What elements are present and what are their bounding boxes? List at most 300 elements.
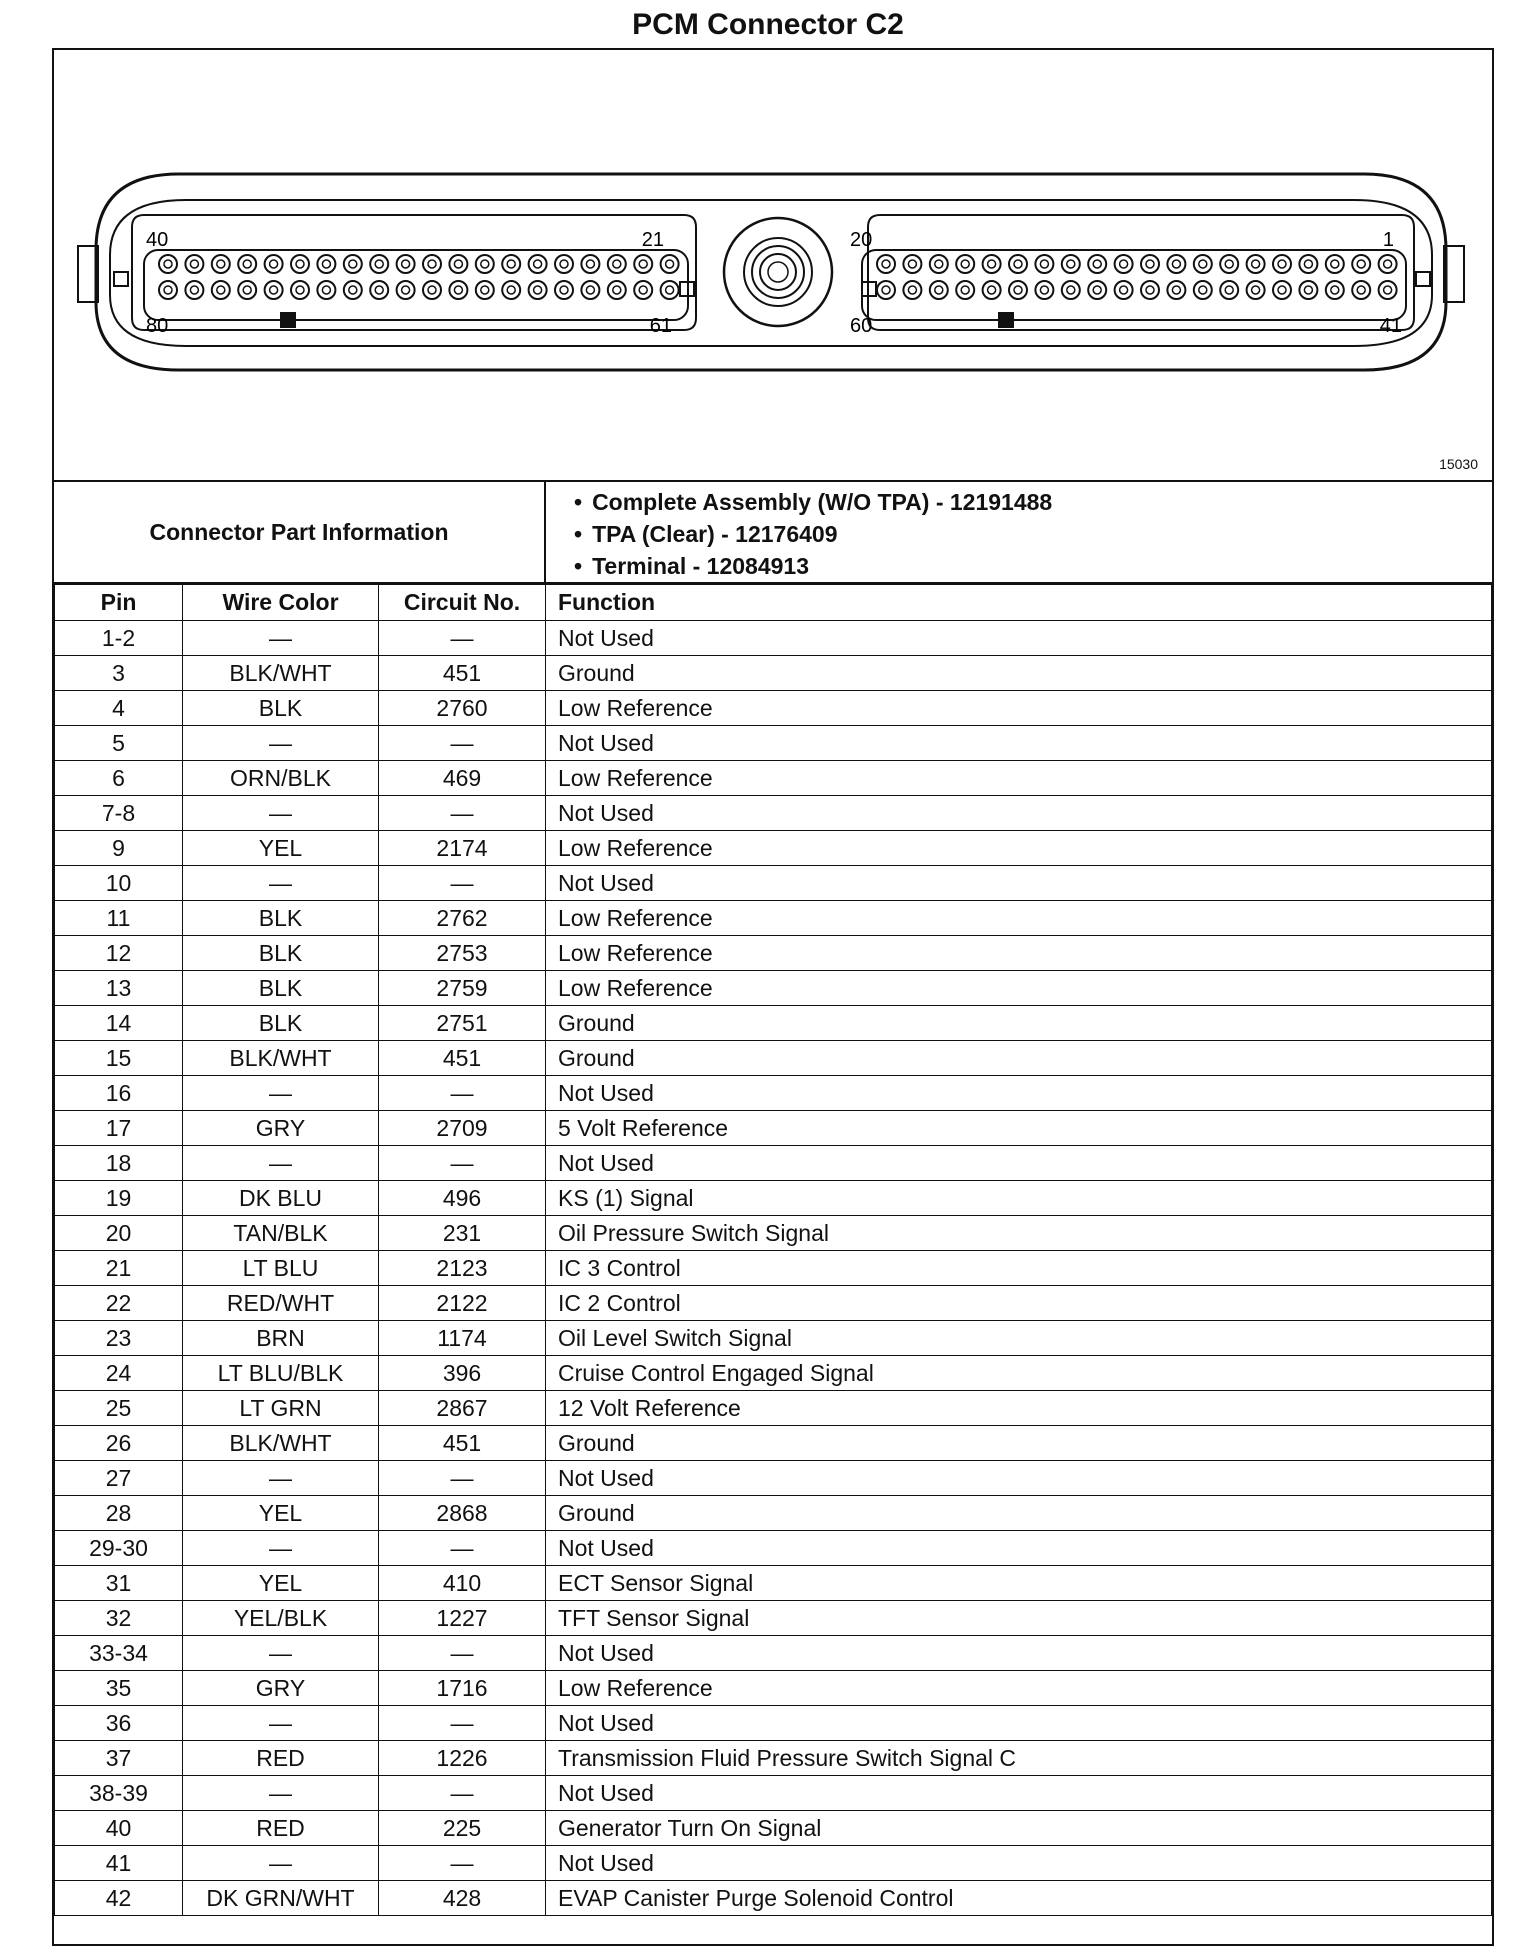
pin-cell: 15 (55, 1041, 183, 1076)
pin-cell: 40 (55, 1811, 183, 1846)
pin-hole (370, 281, 388, 299)
circuit-cell: — (379, 726, 546, 761)
pin-hole-center (481, 260, 489, 268)
function-cell: Cruise Control Engaged Signal (546, 1356, 1492, 1391)
pin-hole-center (481, 286, 489, 294)
pin-hole (1194, 281, 1212, 299)
wire-color-cell: — (183, 1636, 379, 1671)
table-row (55, 1426, 1492, 1461)
wire-color-cell: RED (183, 1811, 379, 1846)
circuit-cell: 496 (379, 1181, 546, 1216)
circuit-cell: — (379, 866, 546, 901)
pin-hole-center (1304, 286, 1312, 294)
pin-cell: 23 (55, 1321, 183, 1356)
table-row (55, 1881, 1492, 1916)
pin-hole-center (935, 286, 943, 294)
pin-hole-center (217, 260, 225, 268)
label-21: 21 (641, 229, 664, 251)
pin-hole (185, 281, 203, 299)
pin-hole-center (375, 260, 383, 268)
pin-hole (1273, 255, 1291, 273)
table-row (55, 1356, 1492, 1391)
pin-hole (930, 255, 948, 273)
pin-hole-center (1278, 286, 1286, 294)
circuit-cell: 2753 (379, 936, 546, 971)
wire-color-cell: — (183, 621, 379, 656)
pin-hole-center (1172, 286, 1180, 294)
pin-hole (476, 255, 494, 273)
circuit-cell: — (379, 1776, 546, 1811)
pin-hole-center (428, 286, 436, 294)
pin-cell: 14 (55, 1006, 183, 1041)
pin-hole (238, 255, 256, 273)
pinout-table (54, 584, 1492, 1916)
table-row (55, 1286, 1492, 1321)
circuit-cell: 410 (379, 1566, 546, 1601)
function-cell: TFT Sensor Signal (546, 1601, 1492, 1636)
pin-hole-center (666, 286, 674, 294)
pin-hole (1009, 255, 1027, 273)
pin-cell: 33-34 (55, 1636, 183, 1671)
table-row (55, 936, 1492, 971)
pin-hole (265, 281, 283, 299)
circuit-cell: — (379, 1846, 546, 1881)
table-row (55, 1146, 1492, 1181)
pin-hole-center (1384, 286, 1392, 294)
wire-color-cell: YEL (183, 831, 379, 866)
function-cell: Not Used (546, 1146, 1492, 1181)
pin-hole (1299, 255, 1317, 273)
function-cell: KS (1) Signal (546, 1181, 1492, 1216)
pin-hole-center (402, 286, 410, 294)
pin-hole (423, 281, 441, 299)
pin-hole (529, 281, 547, 299)
pin-cell: 7-8 (55, 796, 183, 831)
pin-hole (930, 281, 948, 299)
pin-hole (502, 281, 520, 299)
wire-color-cell: YEL (183, 1566, 379, 1601)
pin-hole-center (882, 260, 890, 268)
pin-hole-center (507, 286, 515, 294)
pin-hole-center (1225, 260, 1233, 268)
wire-color-cell: BLK (183, 691, 379, 726)
pin-cell: 42 (55, 1881, 183, 1916)
circuit-cell: 1716 (379, 1671, 546, 1706)
function-cell: Low Reference (546, 971, 1492, 1006)
wire-color-cell: — (183, 1776, 379, 1811)
pin-hole (397, 281, 415, 299)
wire-color-cell: BRN (183, 1321, 379, 1356)
table-row (55, 1496, 1492, 1531)
pin-cell: 35 (55, 1671, 183, 1706)
pin-hole (1379, 255, 1397, 273)
part-info-item: • TPA (Clear) - 12176409 (574, 518, 1052, 550)
table-row (55, 1181, 1492, 1216)
pin-hole-center (243, 286, 251, 294)
pin-cell: 36 (55, 1706, 183, 1741)
pin-hole-center (560, 286, 568, 294)
pin-cell: 26 (55, 1426, 183, 1461)
pin-hole (608, 255, 626, 273)
table-row (55, 1671, 1492, 1706)
pin-cell: 22 (55, 1286, 183, 1321)
pin-hole-center (1357, 286, 1365, 294)
pin-cell: 41 (55, 1846, 183, 1881)
circuit-cell: 469 (379, 761, 546, 796)
wire-color-cell: LT GRN (183, 1391, 379, 1426)
table-row (55, 1006, 1492, 1041)
pin-cell: 29-30 (55, 1531, 183, 1566)
pin-hole-center (1067, 286, 1075, 294)
label-41: 41 (1379, 315, 1402, 337)
pin-hole (1326, 281, 1344, 299)
circuit-cell: — (379, 1636, 546, 1671)
circuit-cell: — (379, 1146, 546, 1181)
wire-color-cell: — (183, 796, 379, 831)
circuit-cell: 231 (379, 1216, 546, 1251)
table-row (55, 1636, 1492, 1671)
pin-cell: 18 (55, 1146, 183, 1181)
wire-color-cell: YEL (183, 1496, 379, 1531)
pin-hole (449, 281, 467, 299)
pin-hole (159, 281, 177, 299)
pin-cell: 25 (55, 1391, 183, 1426)
pin-hole-center (1384, 260, 1392, 268)
pin-hole (1035, 255, 1053, 273)
header-function: Function (546, 585, 1492, 621)
pin-hole (291, 255, 309, 273)
function-cell: Not Used (546, 1531, 1492, 1566)
pin-cell: 21 (55, 1251, 183, 1286)
table-row (55, 1811, 1492, 1846)
wire-color-cell: RED/WHT (183, 1286, 379, 1321)
label-60: 60 (850, 315, 873, 337)
circuit-cell: 2868 (379, 1496, 546, 1531)
circuit-cell: 2122 (379, 1286, 546, 1321)
table-row (55, 831, 1492, 866)
pin-hole (1352, 255, 1370, 273)
pin-hole-center (296, 260, 304, 268)
header-wire-color: Wire Color (183, 585, 379, 621)
circuit-cell: 2867 (379, 1391, 546, 1426)
function-cell: Ground (546, 1496, 1492, 1531)
pin-hole (903, 255, 921, 273)
pin-hole-center (1172, 260, 1180, 268)
pin-hole-center (164, 260, 172, 268)
wire-color-cell: DK GRN/WHT (183, 1881, 379, 1916)
pin-hole (1062, 281, 1080, 299)
pin-hole (1088, 255, 1106, 273)
pin-hole (1379, 281, 1397, 299)
function-cell: Oil Level Switch Signal (546, 1321, 1492, 1356)
table-row (55, 1111, 1492, 1146)
function-cell: Low Reference (546, 936, 1492, 971)
part-info-label: Connector Part Information (54, 482, 546, 582)
function-cell: Low Reference (546, 691, 1492, 726)
pin-hole (1352, 281, 1370, 299)
pin-hole-center (613, 260, 621, 268)
pin-hole-center (1304, 260, 1312, 268)
pin-hole (1247, 281, 1265, 299)
circuit-cell: 396 (379, 1356, 546, 1391)
function-cell: Generator Turn On Signal (546, 1811, 1492, 1846)
page-title: PCM Connector C2 (632, 8, 904, 41)
circuit-cell: 2762 (379, 901, 546, 936)
pin-hole-center (613, 286, 621, 294)
figure-number: 15030 (1439, 456, 1478, 472)
pin-hole-center (296, 286, 304, 294)
circuit-cell: 2760 (379, 691, 546, 726)
pin-hole-center (454, 260, 462, 268)
pin-hole-center (534, 260, 542, 268)
pin-hole (1062, 255, 1080, 273)
table-row (55, 1461, 1492, 1496)
pin-hole (983, 281, 1001, 299)
pin-cell: 5 (55, 726, 183, 761)
table-row (55, 726, 1492, 761)
pin-hole-center (560, 260, 568, 268)
pin-cell: 11 (55, 901, 183, 936)
pin-hole (449, 255, 467, 273)
pin-hole (1009, 281, 1027, 299)
wire-color-cell: YEL/BLK (183, 1601, 379, 1636)
pin-hole (291, 281, 309, 299)
pin-hole (1167, 281, 1185, 299)
pin-hole (1167, 255, 1185, 273)
pin-hole (159, 255, 177, 273)
pin-hole (212, 281, 230, 299)
pin-hole-center (586, 260, 594, 268)
function-cell: EVAP Canister Purge Solenoid Control (546, 1881, 1492, 1916)
pin-hole (1115, 255, 1133, 273)
table-row (55, 1076, 1492, 1111)
function-cell: Low Reference (546, 901, 1492, 936)
wire-color-cell: — (183, 726, 379, 761)
pin-hole (1299, 281, 1317, 299)
wire-color-cell: — (183, 1146, 379, 1181)
wire-color-cell: — (183, 1461, 379, 1496)
pin-hole (1247, 255, 1265, 273)
connector-part-information (54, 482, 1492, 584)
pin-hole-center (270, 260, 278, 268)
pin-hole (581, 281, 599, 299)
pin-hole (608, 281, 626, 299)
pin-hole-center (1146, 286, 1154, 294)
pin-hole-center (428, 260, 436, 268)
wire-color-cell: BLK (183, 901, 379, 936)
function-cell: Not Used (546, 1636, 1492, 1671)
function-cell: Not Used (546, 796, 1492, 831)
circuit-cell: 1174 (379, 1321, 546, 1356)
circuit-cell: 1226 (379, 1741, 546, 1776)
pin-hole (212, 255, 230, 273)
pin-hole (1194, 255, 1212, 273)
pin-hole (370, 255, 388, 273)
pin-hole (1326, 255, 1344, 273)
pin-hole-center (534, 286, 542, 294)
pin-hole (1141, 255, 1159, 273)
part-info-item: • Terminal - 12084913 (574, 550, 1052, 582)
circuit-cell: 225 (379, 1811, 546, 1846)
pin-hole (1088, 281, 1106, 299)
pin-hole-center (666, 260, 674, 268)
wire-color-cell: DK BLU (183, 1181, 379, 1216)
pin-cell: 4 (55, 691, 183, 726)
pin-hole (265, 255, 283, 273)
function-cell: Not Used (546, 1706, 1492, 1741)
function-cell: Not Used (546, 1776, 1492, 1811)
pin-hole-center (1120, 260, 1128, 268)
pin-hole (903, 281, 921, 299)
table-row (55, 901, 1492, 936)
circuit-cell: 1227 (379, 1601, 546, 1636)
circuit-cell: 2751 (379, 1006, 546, 1041)
table-row (55, 761, 1492, 796)
table-row (55, 1251, 1492, 1286)
pin-hole-center (908, 260, 916, 268)
header-pin: Pin (55, 585, 183, 621)
pin-hole-center (586, 286, 594, 294)
table-row (55, 971, 1492, 1006)
pin-cell: 10 (55, 866, 183, 901)
function-cell: IC 2 Control (546, 1286, 1492, 1321)
pin-hole-center (349, 286, 357, 294)
function-cell: IC 3 Control (546, 1251, 1492, 1286)
pin-cell: 31 (55, 1566, 183, 1601)
pin-hole (1035, 281, 1053, 299)
pin-hole (317, 255, 335, 273)
wire-color-cell: — (183, 1706, 379, 1741)
pin-hole-center (1014, 260, 1022, 268)
pin-hole (476, 281, 494, 299)
wire-color-cell: BLK (183, 936, 379, 971)
pin-hole (238, 281, 256, 299)
wire-color-cell: LT BLU/BLK (183, 1356, 379, 1391)
pin-hole (661, 281, 679, 299)
function-cell: Not Used (546, 1846, 1492, 1881)
pin-hole (502, 255, 520, 273)
pin-hole (661, 255, 679, 273)
pin-hole-center (1014, 286, 1022, 294)
pin-hole (581, 255, 599, 273)
function-cell: ECT Sensor Signal (546, 1566, 1492, 1601)
pin-hole-center (402, 260, 410, 268)
label-1: 1 (1382, 229, 1394, 251)
function-cell: Oil Pressure Switch Signal (546, 1216, 1492, 1251)
function-cell: Ground (546, 1041, 1492, 1076)
pin-cell: 17 (55, 1111, 183, 1146)
table-row (55, 1041, 1492, 1076)
function-cell: Low Reference (546, 761, 1492, 796)
pin-cell: 12 (55, 936, 183, 971)
circuit-cell: 2174 (379, 831, 546, 866)
pin-hole-center (1093, 260, 1101, 268)
table-row (55, 621, 1492, 656)
function-cell: Not Used (546, 1076, 1492, 1111)
table-row (55, 656, 1492, 691)
circuit-cell: 428 (379, 1881, 546, 1916)
circuit-cell: 451 (379, 1426, 546, 1461)
table-row (55, 1531, 1492, 1566)
connector-diagram (54, 50, 1492, 482)
pin-hole-center (935, 260, 943, 268)
table-row (55, 796, 1492, 831)
wire-color-cell: — (183, 1076, 379, 1111)
pin-hole-center (1199, 260, 1207, 268)
pin-cell: 1-2 (55, 621, 183, 656)
circuit-cell: — (379, 1076, 546, 1111)
table-row (55, 691, 1492, 726)
pin-hole-center (1252, 260, 1260, 268)
pin-hole (185, 255, 203, 273)
circuit-cell: 451 (379, 1041, 546, 1076)
wire-color-cell: GRY (183, 1111, 379, 1146)
pin-hole-center (908, 286, 916, 294)
wire-color-cell: BLK (183, 1006, 379, 1041)
pin-hole-center (1331, 286, 1339, 294)
function-cell: Ground (546, 1006, 1492, 1041)
pin-hole (1141, 281, 1159, 299)
circuit-cell: 2123 (379, 1251, 546, 1286)
pin-hole (877, 281, 895, 299)
pin-hole-center (375, 286, 383, 294)
pin-hole (344, 281, 362, 299)
header-circuit-no: Circuit No. (379, 585, 546, 621)
circuit-cell: — (379, 1461, 546, 1496)
table-row (55, 866, 1492, 901)
label-61: 61 (649, 315, 672, 337)
pin-cell: 27 (55, 1461, 183, 1496)
table-row (55, 1216, 1492, 1251)
pin-cell: 32 (55, 1601, 183, 1636)
pin-hole-center (190, 286, 198, 294)
function-cell: Low Reference (546, 1671, 1492, 1706)
document-frame (52, 48, 1494, 1946)
pin-hole-center (190, 260, 198, 268)
pin-cell: 37 (55, 1741, 183, 1776)
wire-color-cell: — (183, 1846, 379, 1881)
pin-hole (423, 255, 441, 273)
circuit-cell: — (379, 621, 546, 656)
function-cell: Not Used (546, 621, 1492, 656)
table-row (55, 1846, 1492, 1881)
circuit-cell: 451 (379, 656, 546, 691)
circuit-cell: 2759 (379, 971, 546, 1006)
pin-hole (956, 255, 974, 273)
pin-hole-center (164, 286, 172, 294)
circuit-cell: — (379, 796, 546, 831)
pin-hole (1220, 255, 1238, 273)
pin-hole-center (882, 286, 890, 294)
label-40: 40 (146, 229, 169, 251)
pin-hole (956, 281, 974, 299)
pin-hole-center (1146, 260, 1154, 268)
part-info-item: • Complete Assembly (W/O TPA) - 12191488 (574, 486, 1052, 518)
table-row (55, 1706, 1492, 1741)
table-row (55, 1601, 1492, 1636)
pin-hole-center (1278, 260, 1286, 268)
table-header-row (55, 585, 1492, 621)
pin-hole-center (1331, 260, 1339, 268)
connector-illustration (54, 50, 1492, 480)
function-cell: 5 Volt Reference (546, 1111, 1492, 1146)
pin-hole (317, 281, 335, 299)
function-cell: 12 Volt Reference (546, 1391, 1492, 1426)
pin-hole-center (217, 286, 225, 294)
pin-cell: 13 (55, 971, 183, 1006)
circuit-cell: — (379, 1706, 546, 1741)
wire-color-cell: — (183, 1531, 379, 1566)
